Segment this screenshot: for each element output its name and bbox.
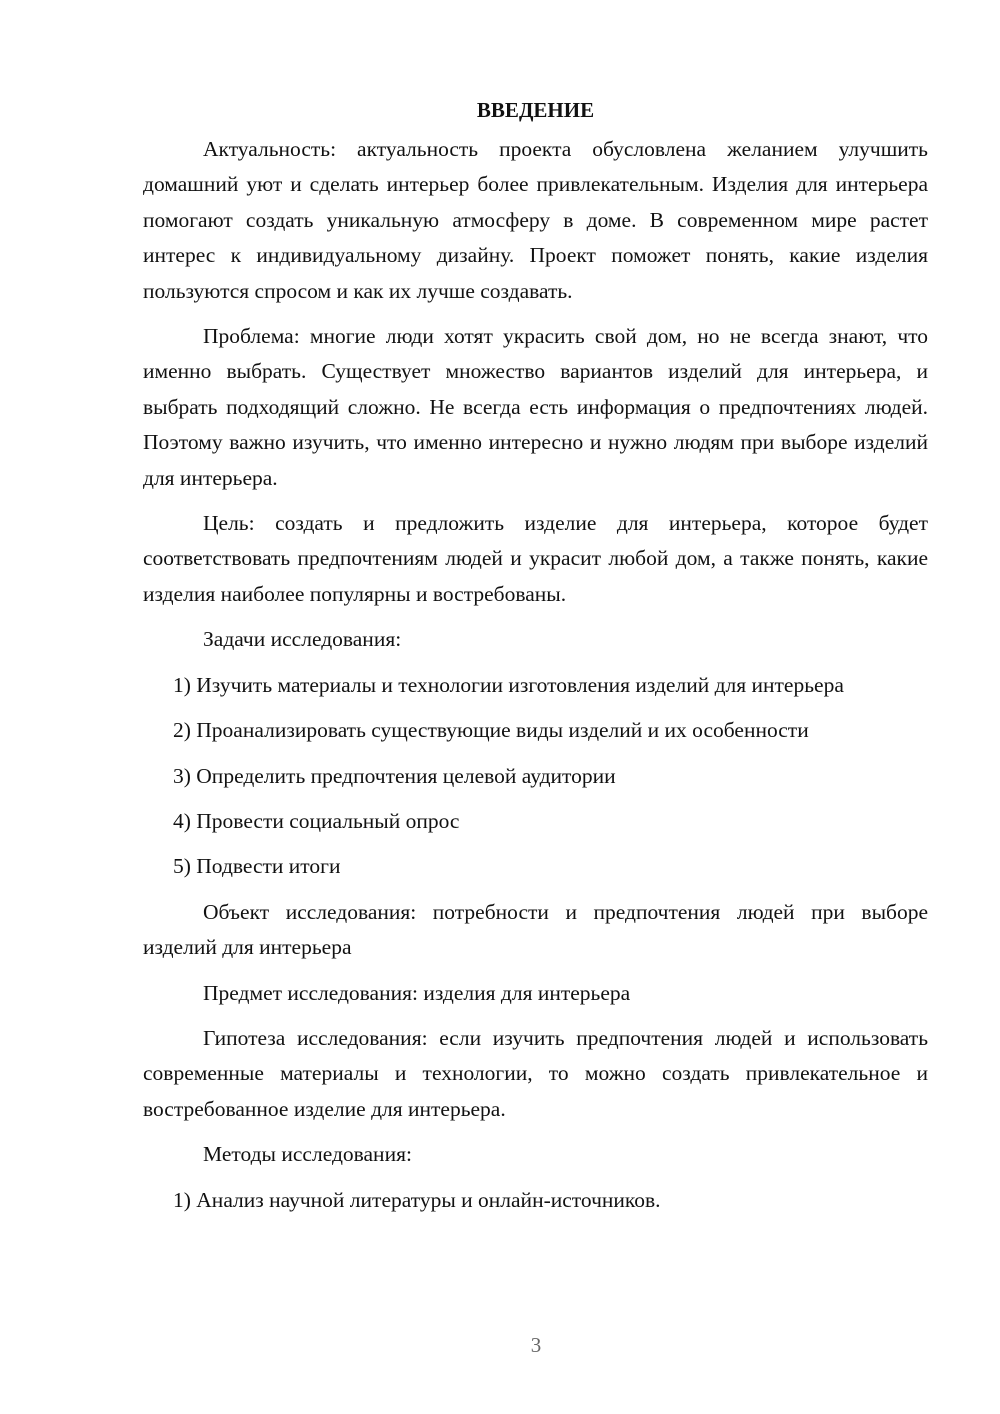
page-number: 3: [530, 1333, 542, 1357]
task-item: 4) Провести социальный опрос: [173, 808, 460, 833]
methods-heading: Методы исследования:: [203, 1142, 412, 1167]
object-paragraph: Объект исследования: потребности и предпочтения людей при выборе изделий для интерьера: [143, 899, 928, 960]
relevance-paragraph: Актуальность: актуальность проекта обусловлена желанием улучшить домашний уют и сделать интерьер более привлекательным. Изделия для интерьера помогают создать уникальную атмосферу в доме. В современном мире растет интерес к индивидуальному дизайну. Проект поможет понять, какие изделия пользуются спросом и как их лучше создавать.: [143, 137, 928, 303]
task-item: 3) Определить предпочтения целевой аудитории: [173, 763, 616, 788]
goal-paragraph: Цель: создать и предложить изделие для интерьера, которое будет соответствовать предпочтениям людей и украсит любой дом, а также понять, какие изделия наиболее популярны и востребованы.: [143, 511, 928, 606]
section-title: ВВЕДЕНИЕ: [476, 98, 595, 122]
task-item: 1) Изучить материалы и технологии изготовления изделий для интерьера: [173, 672, 844, 697]
document-page: [143, 92, 928, 1218]
task-item: 5) Подвести итоги: [173, 854, 341, 879]
problem-paragraph: Проблема: многие люди хотят украсить свой дом, но не всегда знают, что именно выбрать. Существует множество вариантов изделий для интерьера, и выбрать подходящий сложно. Не всегда есть информация о предпочтениях людей. Поэтому важно изучить, что именно интересно и нужно людям при выборе изделий для интерьера.: [143, 324, 928, 490]
tasks-heading: Задачи исследования:: [203, 627, 402, 652]
task-item: 2) Проанализировать существующие виды изделий и их особенности: [173, 718, 809, 743]
hypothesis-paragraph: Гипотеза исследования: если изучить предпочтения людей и использовать современные материалы и технологии, то можно создать привлекательное и востребованное изделие для интерьера.: [143, 1025, 928, 1121]
method-item: 1) Анализ научной литературы и онлайн-источников.: [173, 1187, 661, 1212]
subject-paragraph: Предмет исследования: изделия для интерьера: [203, 980, 631, 1005]
